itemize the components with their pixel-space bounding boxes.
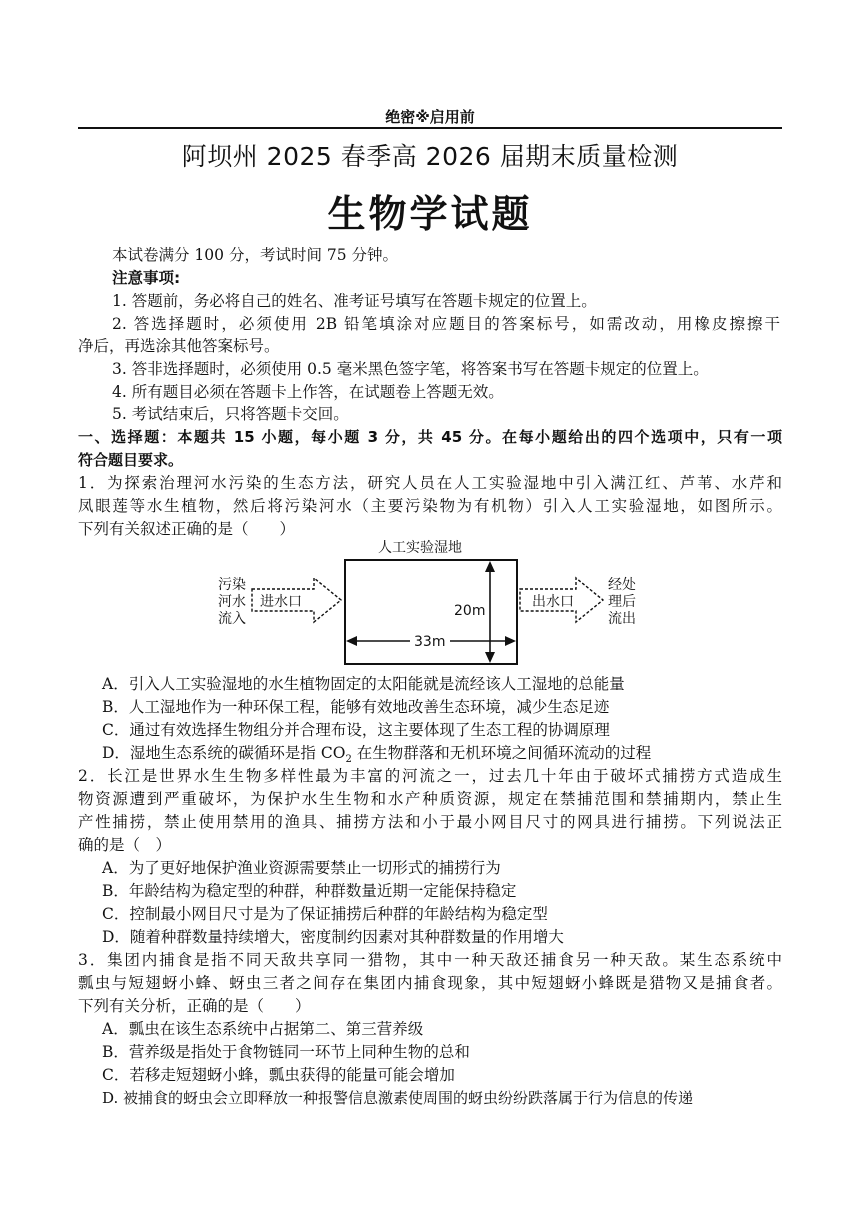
section-heading-line-2: 符合题目要求。 [78,451,184,469]
q2-option-c: C．控制最小网目尺寸是为了保证捕捞后种群的年龄结构为稳定型 [102,905,548,923]
q3-option-c: C．若移走短翅蚜小蜂，瓢虫获得的能量可能会增加 [102,1066,455,1084]
height-arrow-up [485,561,495,572]
q1-stem-line-1: 1．为探索治理河水污染的生态方法，研究人员在人工实验湿地中引入满江红、芦苇、水芹和 [78,474,782,492]
q3-stem-line-1: 3．集团内捕食是指不同天敌共享同一猎物，其中一种天敌还捕食另一种天敌。某生态系统中 [78,951,782,969]
notes-heading: 注意事项: [112,269,181,287]
note-2-line-2: 净后，再选涂其他答案标号。 [78,337,280,355]
q1-option-d-text-1: D．湿地生态系统的碳循环是指 CO [102,744,346,762]
section-heading-line-1: 一、选择题：本题共 15 小题，每小题 3 分，共 45 分。在每小题给出的四个选项中，只有一项 [78,428,782,446]
right-label-1: 经处 [608,577,636,593]
q2-stem-line-1: 2．长江是世界水生生物多样性最为丰富的河流之一，过去几十年由于破坏式捕捞方式造成生 [78,767,782,785]
inlet-label: 进水口 [260,594,302,610]
right-label-3: 流出 [608,611,636,627]
exam-info: 本试卷满分 100 分，考试时间 75 分钟。 [112,246,399,264]
q1-option-a: A．引入人工实验湿地的水生植物固定的太阳能就是流经该人工湿地的总能量 [102,675,625,693]
q3-option-a: A．瓢虫在该生态系统中占据第二、第三营养级 [102,1020,424,1038]
right-label-2: 理后 [608,594,636,610]
note-2-line-1: 2. 答选择题时，必须使用 2B 铅笔填涂对应题目的答案标号，如需改动，用橡皮擦擦干 [112,315,780,333]
note-1: 1. 答题前，务必将自己的姓名、准考证号填写在答题卡规定的位置上。 [112,292,597,310]
width-arrow-left [346,636,357,646]
q1-stem-line-2: 凤眼莲等水生植物，然后将污染河水（主要污染物为有机物）引入人工实验湿地，如图所示。 [78,497,782,515]
note-5: 5. 考试结束后，只将答题卡交回。 [112,405,349,423]
q2-stem-line-3: 产性捕捞，禁止使用禁用的渔具、捕捞方法和小于最小网目尺寸的网具进行捕捞。下列说法正 [78,813,782,831]
q2-option-d: D．随着种群数量持续增大，密度制约因素对其种群数量的作用增大 [102,928,564,946]
q1-option-d-subscript: 2 [345,754,352,766]
note-3: 3. 答非选择题时，必须使用 0.5 毫米黑色签字笔，将答案书写在答题卡规定的位置上。 [112,360,709,378]
left-label-1: 污染 [218,577,246,593]
q3-stem-line-3: 下列有关分析，正确的是（ ） [78,997,311,1015]
q3-stem-line-2: 瓢虫与短翅蚜小蜂、蚜虫三者之间存在集团内捕食现象，其中短翅蚜小蜂既是猎物又是捕食者。 [78,974,782,992]
q1-option-c: C．通过有效选择生物组分并合理布设，这主要体现了生态工程的协调原理 [102,721,610,739]
height-arrow-down [485,652,495,663]
height-label: 20m [454,603,486,619]
confidential-mark: 绝密※启用前 [385,108,475,126]
exam-title: 阿坝州 2025 春季高 2026 届期末质量检测 [181,142,679,171]
q2-stem-line-2: 物资源遭到严重破坏，为保护水生生物和水产种质资源，规定在禁捕范围和禁捕期内，禁止生 [78,790,782,808]
q3-option-d: D. 被捕食的蚜虫会立即释放一种报警信息激素使周围的蚜虫纷纷跌落属于行为信息的传递 [102,1089,694,1107]
left-label-3: 流入 [218,611,246,627]
left-label-2: 河水 [218,594,246,610]
q1-stem-line-3: 下列有关叙述正确的是（ ） [78,520,296,538]
outlet-label: 出水口 [532,594,574,610]
q2-stem-line-4: 确的是（ ） [78,836,172,854]
diagram-title: 人工实验湿地 [378,540,462,556]
width-label: 33m [414,634,446,650]
q2-option-b: B．年龄结构为稳定型的种群，种群数量近期一定能保持稳定 [102,882,517,900]
wetland-diagram [210,534,650,670]
q1-option-d-text-2: 在生物群落和无机环境之间循环流动的过程 [351,744,652,762]
subject-title: 生物学试题 [327,192,533,236]
header-rule [78,127,782,129]
q3-option-b: B．营养级是指处于食物链同一环节上同种生物的总和 [102,1043,470,1061]
q1-option-b: B．人工湿地作为一种环保工程，能够有效地改善生态环境，减少生态足迹 [102,698,610,716]
width-arrow-right [505,636,516,646]
note-4: 4. 所有题目必须在答题卡上作答，在试题卷上答题无效。 [112,383,504,401]
q2-option-a: A．为了更好地保护渔业资源需要禁止一切形式的捕捞行为 [102,859,501,877]
